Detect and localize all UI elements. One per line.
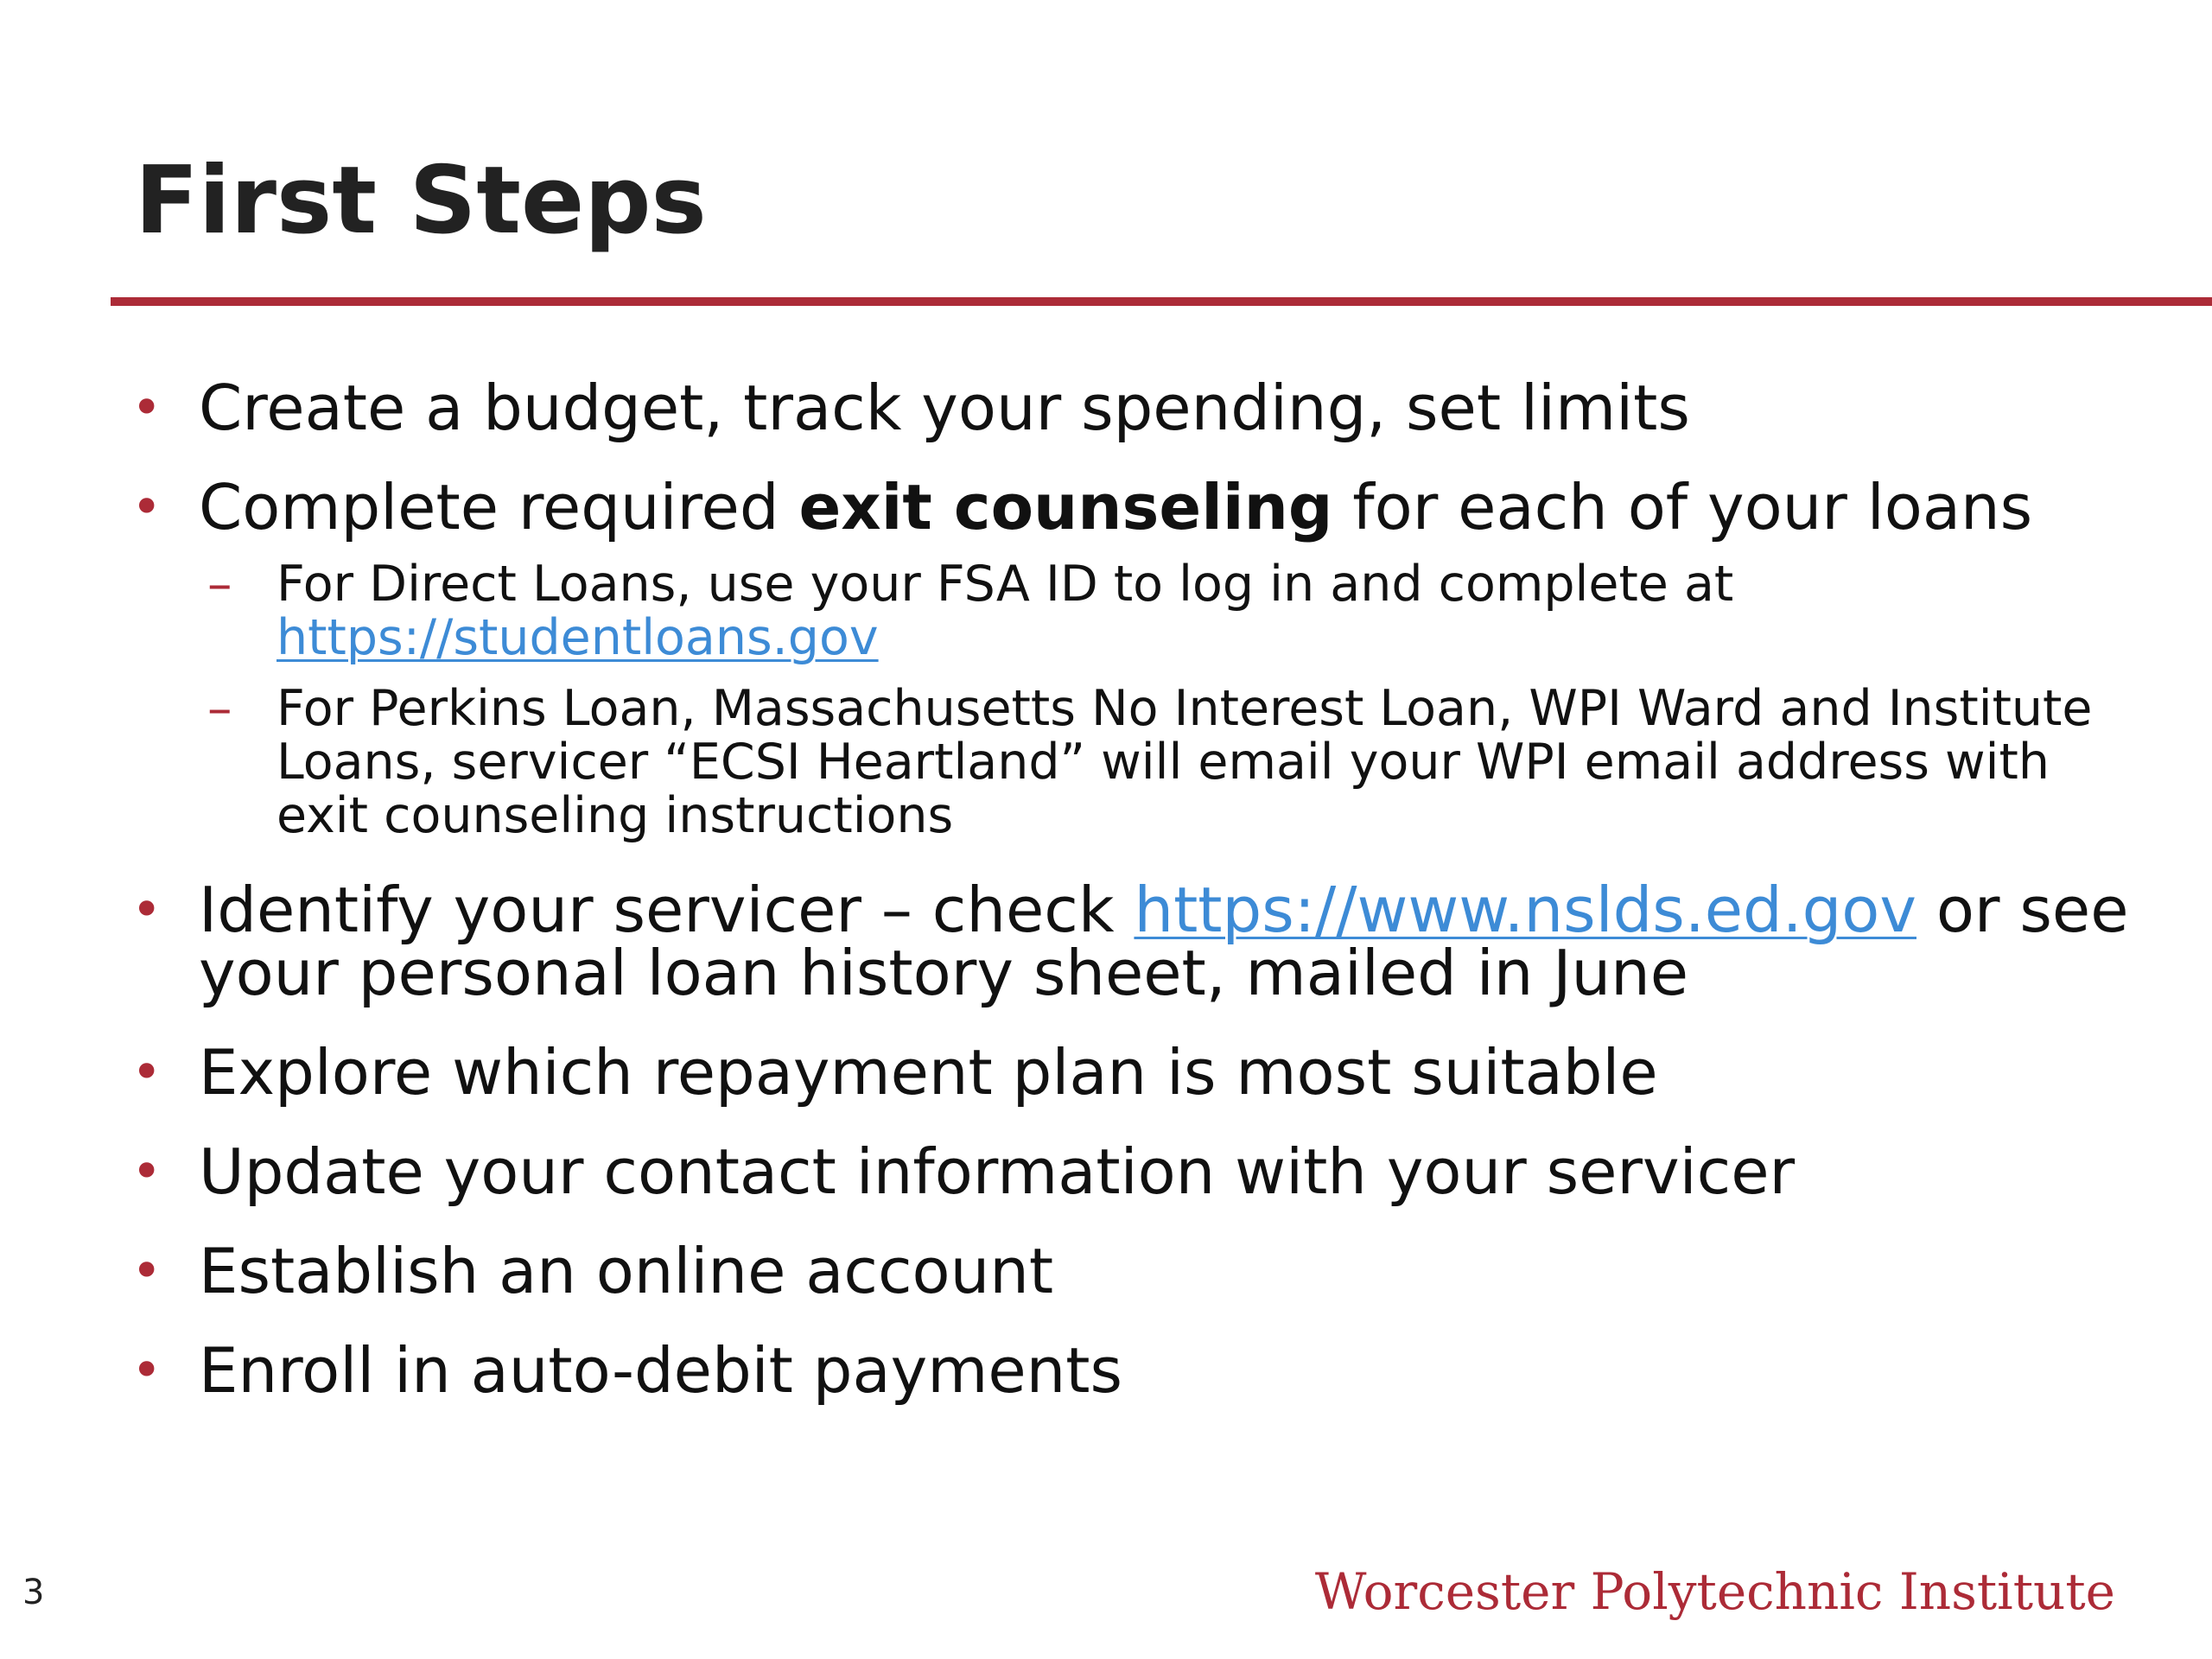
bullet-text: for each of your loans — [1332, 471, 2033, 543]
bullet-item-budget — [131, 372, 2143, 444]
bullet-item-repayment-plan — [131, 1036, 2143, 1109]
bullet-text: Explore which repayment plan is most suitable — [199, 1036, 1658, 1109]
sub-text: For Direct Loans, use your FSA ID to log in and complete at — [276, 556, 1734, 613]
bullet-marker: • — [131, 1141, 162, 1202]
bullet-item-auto-debit — [131, 1334, 2143, 1407]
bullet-text: Create a budget, track your spending, set limits — [199, 372, 1690, 444]
bullet-text: Establish an online account — [199, 1235, 1054, 1307]
dash-marker: – — [207, 556, 232, 613]
sub-item-perkins-loan — [207, 680, 2134, 844]
bullet-marker: • — [131, 1241, 162, 1301]
bullet-item-online-account — [131, 1235, 2143, 1307]
bullet-marker: • — [131, 1042, 162, 1103]
slide-title: First Steps — [135, 147, 707, 255]
bullet-text: Identify your servicer – check — [199, 874, 1135, 946]
page-number: 3 — [22, 1573, 45, 1612]
studentloans-link[interactable]: https://studentloans.gov — [276, 609, 879, 666]
bullet-marker: • — [131, 1340, 162, 1401]
bullet-item-update-contact — [131, 1135, 2143, 1208]
bullet-text: Update your contact information with your servicer — [199, 1135, 1796, 1208]
bullet-bold-text: exit counseling — [798, 471, 1333, 543]
bullet-marker: • — [131, 378, 162, 438]
title-divider — [111, 297, 2212, 306]
bullet-item-exit-counseling — [131, 471, 2143, 543]
bullet-text: Complete required — [199, 471, 799, 543]
institution-name: Worcester Polytechnic Institute — [1314, 1562, 2115, 1621]
sub-text: For Perkins Loan, Massachusetts No Interest Loan, WPI Ward and Institute Loans, servicer “ECSI Heartland” will email your WPI email address with exit counseling instructions — [276, 680, 2093, 844]
bullet-text: or see your personal loan history sheet, mailed in June — [199, 874, 2129, 1009]
bullet-marker: • — [131, 477, 162, 537]
nslds-link[interactable]: https://www.nslds.ed.gov — [1134, 874, 1916, 946]
bullet-marker: • — [131, 880, 162, 940]
bullet-text: Enroll in auto-debit payments — [199, 1334, 1123, 1407]
sub-item-direct-loans — [207, 556, 2134, 666]
dash-marker: – — [207, 680, 232, 737]
bullet-item-identify-servicer — [131, 874, 2143, 1009]
